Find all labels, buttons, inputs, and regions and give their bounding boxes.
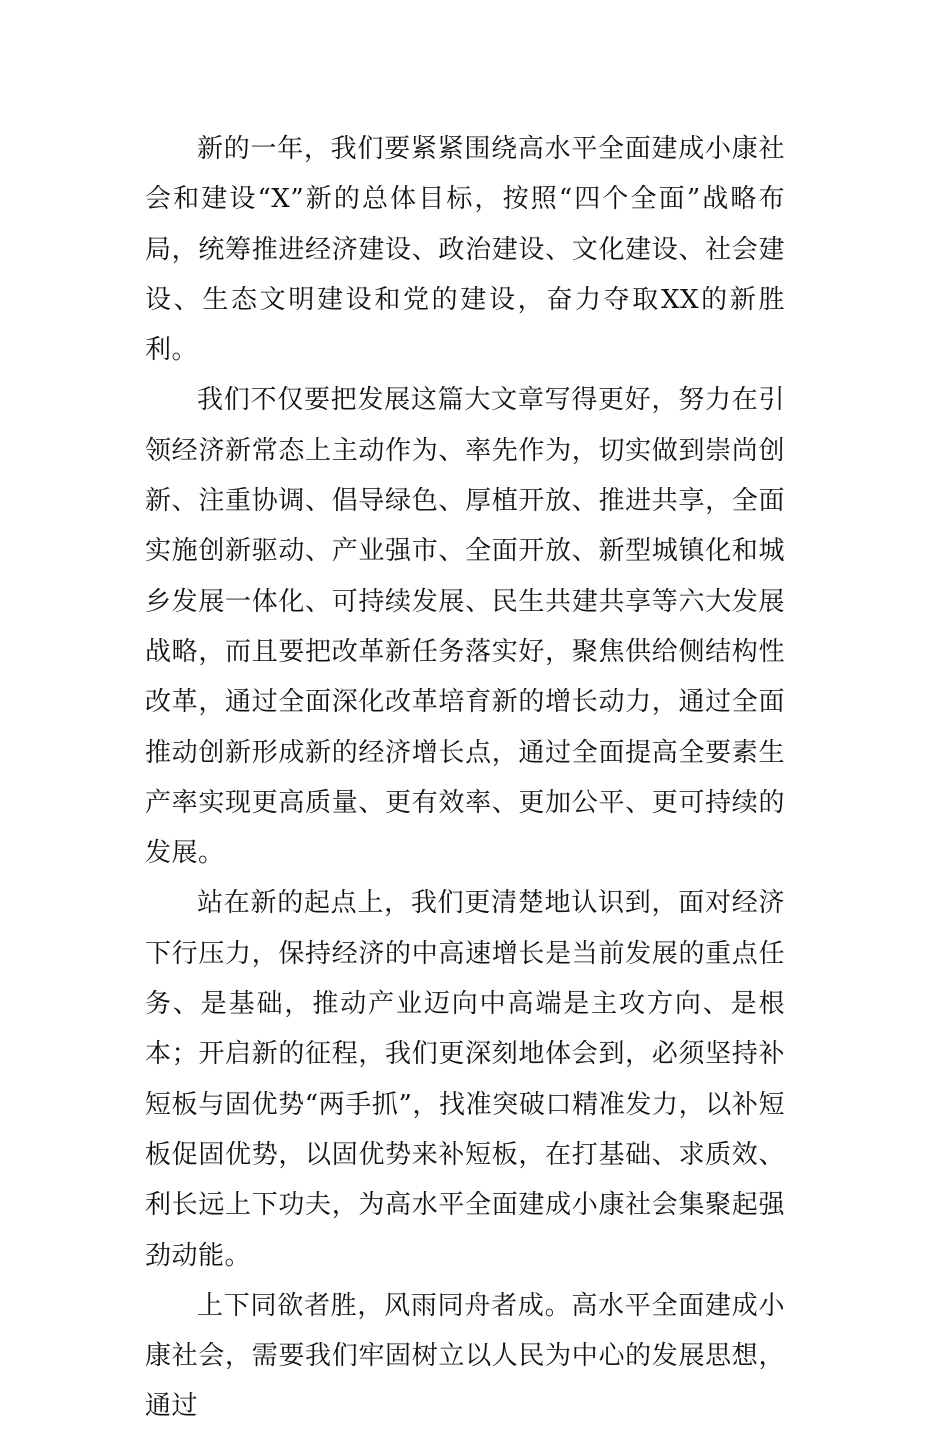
paragraph-1: 新的一年，我们要紧紧围绕高水平全面建成小康社会和建设“X”新的总体目标，按照“四个全面”战略布局，统筹推进经济建设、政治建设、文化建设、社会建设、生态文明建设和党的建设，奋力夺取XX的新胜利。 — [145, 134, 785, 366]
paragraph-4: 上下同欲者胜，风雨同舟者成。高水平全面建成小康社会，需要我们牢固树立以人民为中心的发展思想，通过 — [145, 1290, 785, 1422]
paragraph-2: 我们不仅要把发展这篇大文章写得更好，努力在引领经济新常态上主动作为、率先作为，切实做到崇尚创新、注重协调、倡导绿色、厚植开放、推进共享，全面实施创新驱动、产业强市、全面开放、新型城镇化和城乡发展一体化、可持续发展、民生共建共享等六大发展战略，而且要把改革新任务落实好，聚焦供给侧结构性改革，通过全面深化改革培育新的增长动力，通过全面推动创新形成新的经济增长点，通过全面提高全要素生产率实现更高质量、更有效率、更加公平、更可持续的发展。 — [145, 385, 785, 869]
paragraph-3: 站在新的起点上，我们更清楚地认识到，面对经济下行压力，保持经济的中高速增长是当前发展的重点任务、是基础，推动产业迈向中高端是主攻方向、是根本；开启新的征程，我们更深刻地体会到，必须坚持补短板与固优势“两手抓”，找准突破口精准发力，以补短板促固优势，以固优势来补短板，在打基础、求质效、利长远上下功夫，为高水平全面建成小康社会集聚起强劲动能。 — [145, 888, 785, 1271]
document-body — [145, 124, 785, 1432]
